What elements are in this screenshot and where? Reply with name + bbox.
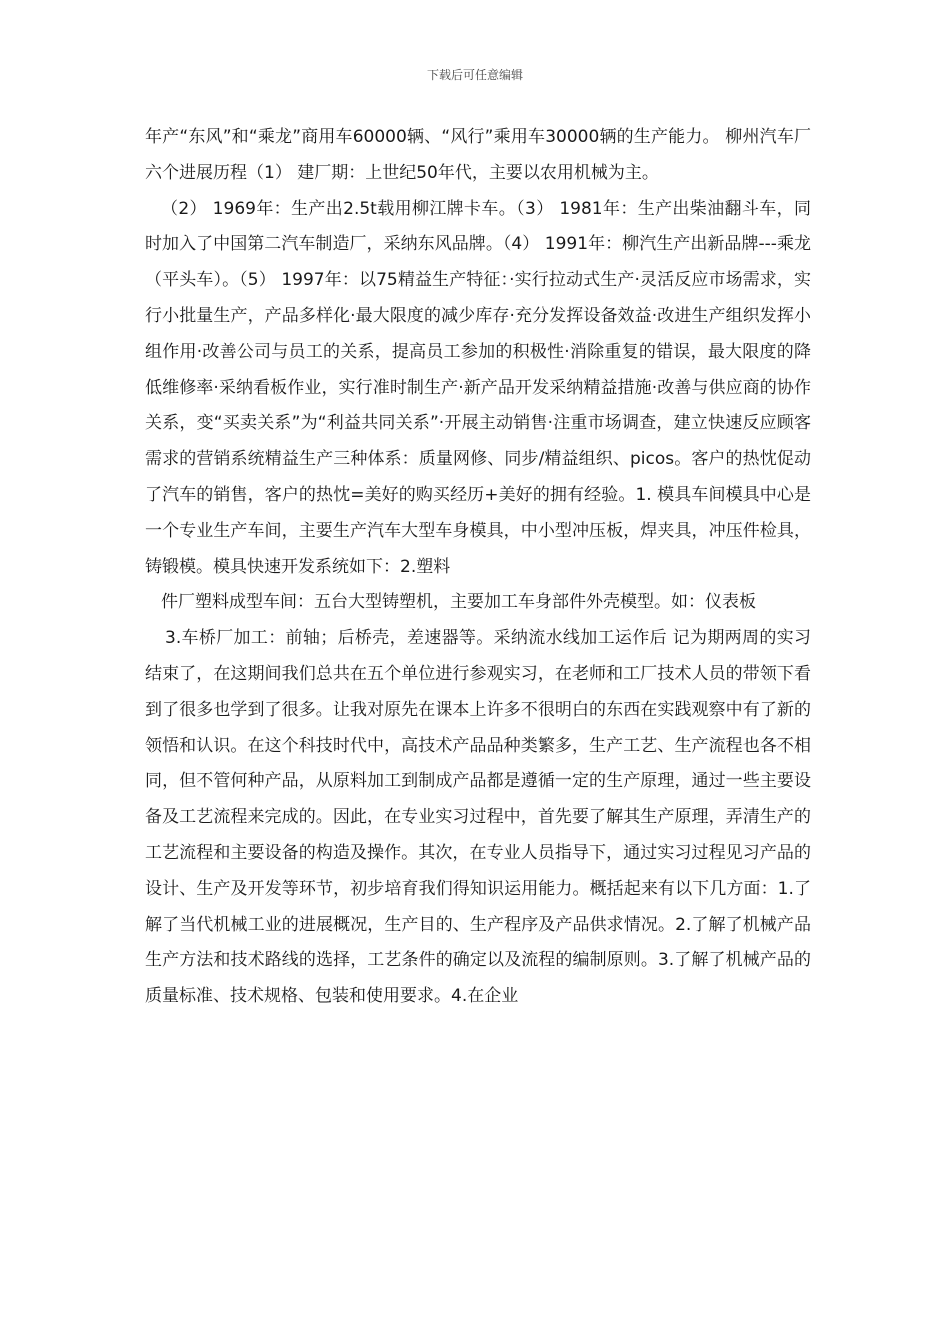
paragraph-3: 件厂塑料成型车间：五台大型铸塑机，主要加工车身部件外壳模型。如：仪表板 (161, 592, 756, 613)
paragraph-2: （2） 1969年：生产出2.5t载用柳江牌卡车。（3） 1981年：生产出柴油翻斗车，同时加入了中国第二汽车制造厂，采纳东风品牌。（4） 1991年：柳汽生产出新品牌---乘龙（平头车）。（5） 1997年：以75精益生产特征：·实行拉动式生产·灵活反应市场需求，实行小批量生产，产品多样化·最大限度的减少库存·充分发挥设备效益·改进生产组织发挥小组作用·改善公司与员工的关系，提高员工参加的积极性·消除重复的错误，最大限度的降低维修率·采纳看板作业，实行准时制生产·新产品开发采纳精益措施·改善与供应商的协作关系，变“买卖关系”为“利益共同关系”·开展主动销售·注重市场调查，建立快速反应顾客需求的营销系统精益生产三种体系：质量网修、同步/精益组织、picos。客户的热忱促动了汽车的销售，客户的热忱=美好的购买经历+美好的拥有经验。1. 模具车间模具中心是一个专业生产车间，主要生产汽车大型车身模具，中小型冲压板，焊夹具，冲压件检具，铸锻模。模具快速开发系统如下：2.塑料 (145, 198, 811, 577)
paragraph-1: 年产“东风”和“乘龙”商用车60000辆、“风行”乘用车30000辆的生产能力。 柳州汽车厂六个进展历程（1） 建厂期：上世纪50年代，主要以农用机械为主。 (145, 127, 811, 183)
paragraph-4: 3.车桥厂加工：前轴；后桥壳，差速器等。采纳流水线加工运作后 记为期两周的实习结束了，在这期间我们总共在五个单位进行参观实习，在老师和工厂技术人员的带领下看到了很多也学到了很多。让我对原先在课本上许多不很明白的东西在实践观察中有了新的领悟和认识。在这个科技时代中，高技术产品品种类繁多，生产工艺、生产流程也各不相同，但不管何种产品，从原料加工到制成产品都是遵循一定的生产原理，通过一些主要设备及工艺流程来完成的。因此，在专业实习过程中，首先要了解其生产原理，弄清生产的工艺流程和主要设备的构造及操作。其次，在专业人员指导下，通过实习过程见习产品的设计、生产及开发等环节，初步培育我们得知识运用能力。概括起来有以下几方面：1.了解了当代机械工业的进展概况，生产目的、生产程序及产品供求情况。2.了解了机械产品生产方法和技术路线的选择，工艺条件的确定以及流程的编制原则。3.了解了机械产品的质量标准、技术规格、包装和使用要求。4.在企业 (145, 628, 811, 1007)
document-body (145, 120, 811, 1015)
page-header: 下载后可任意编辑 (426, 68, 523, 82)
